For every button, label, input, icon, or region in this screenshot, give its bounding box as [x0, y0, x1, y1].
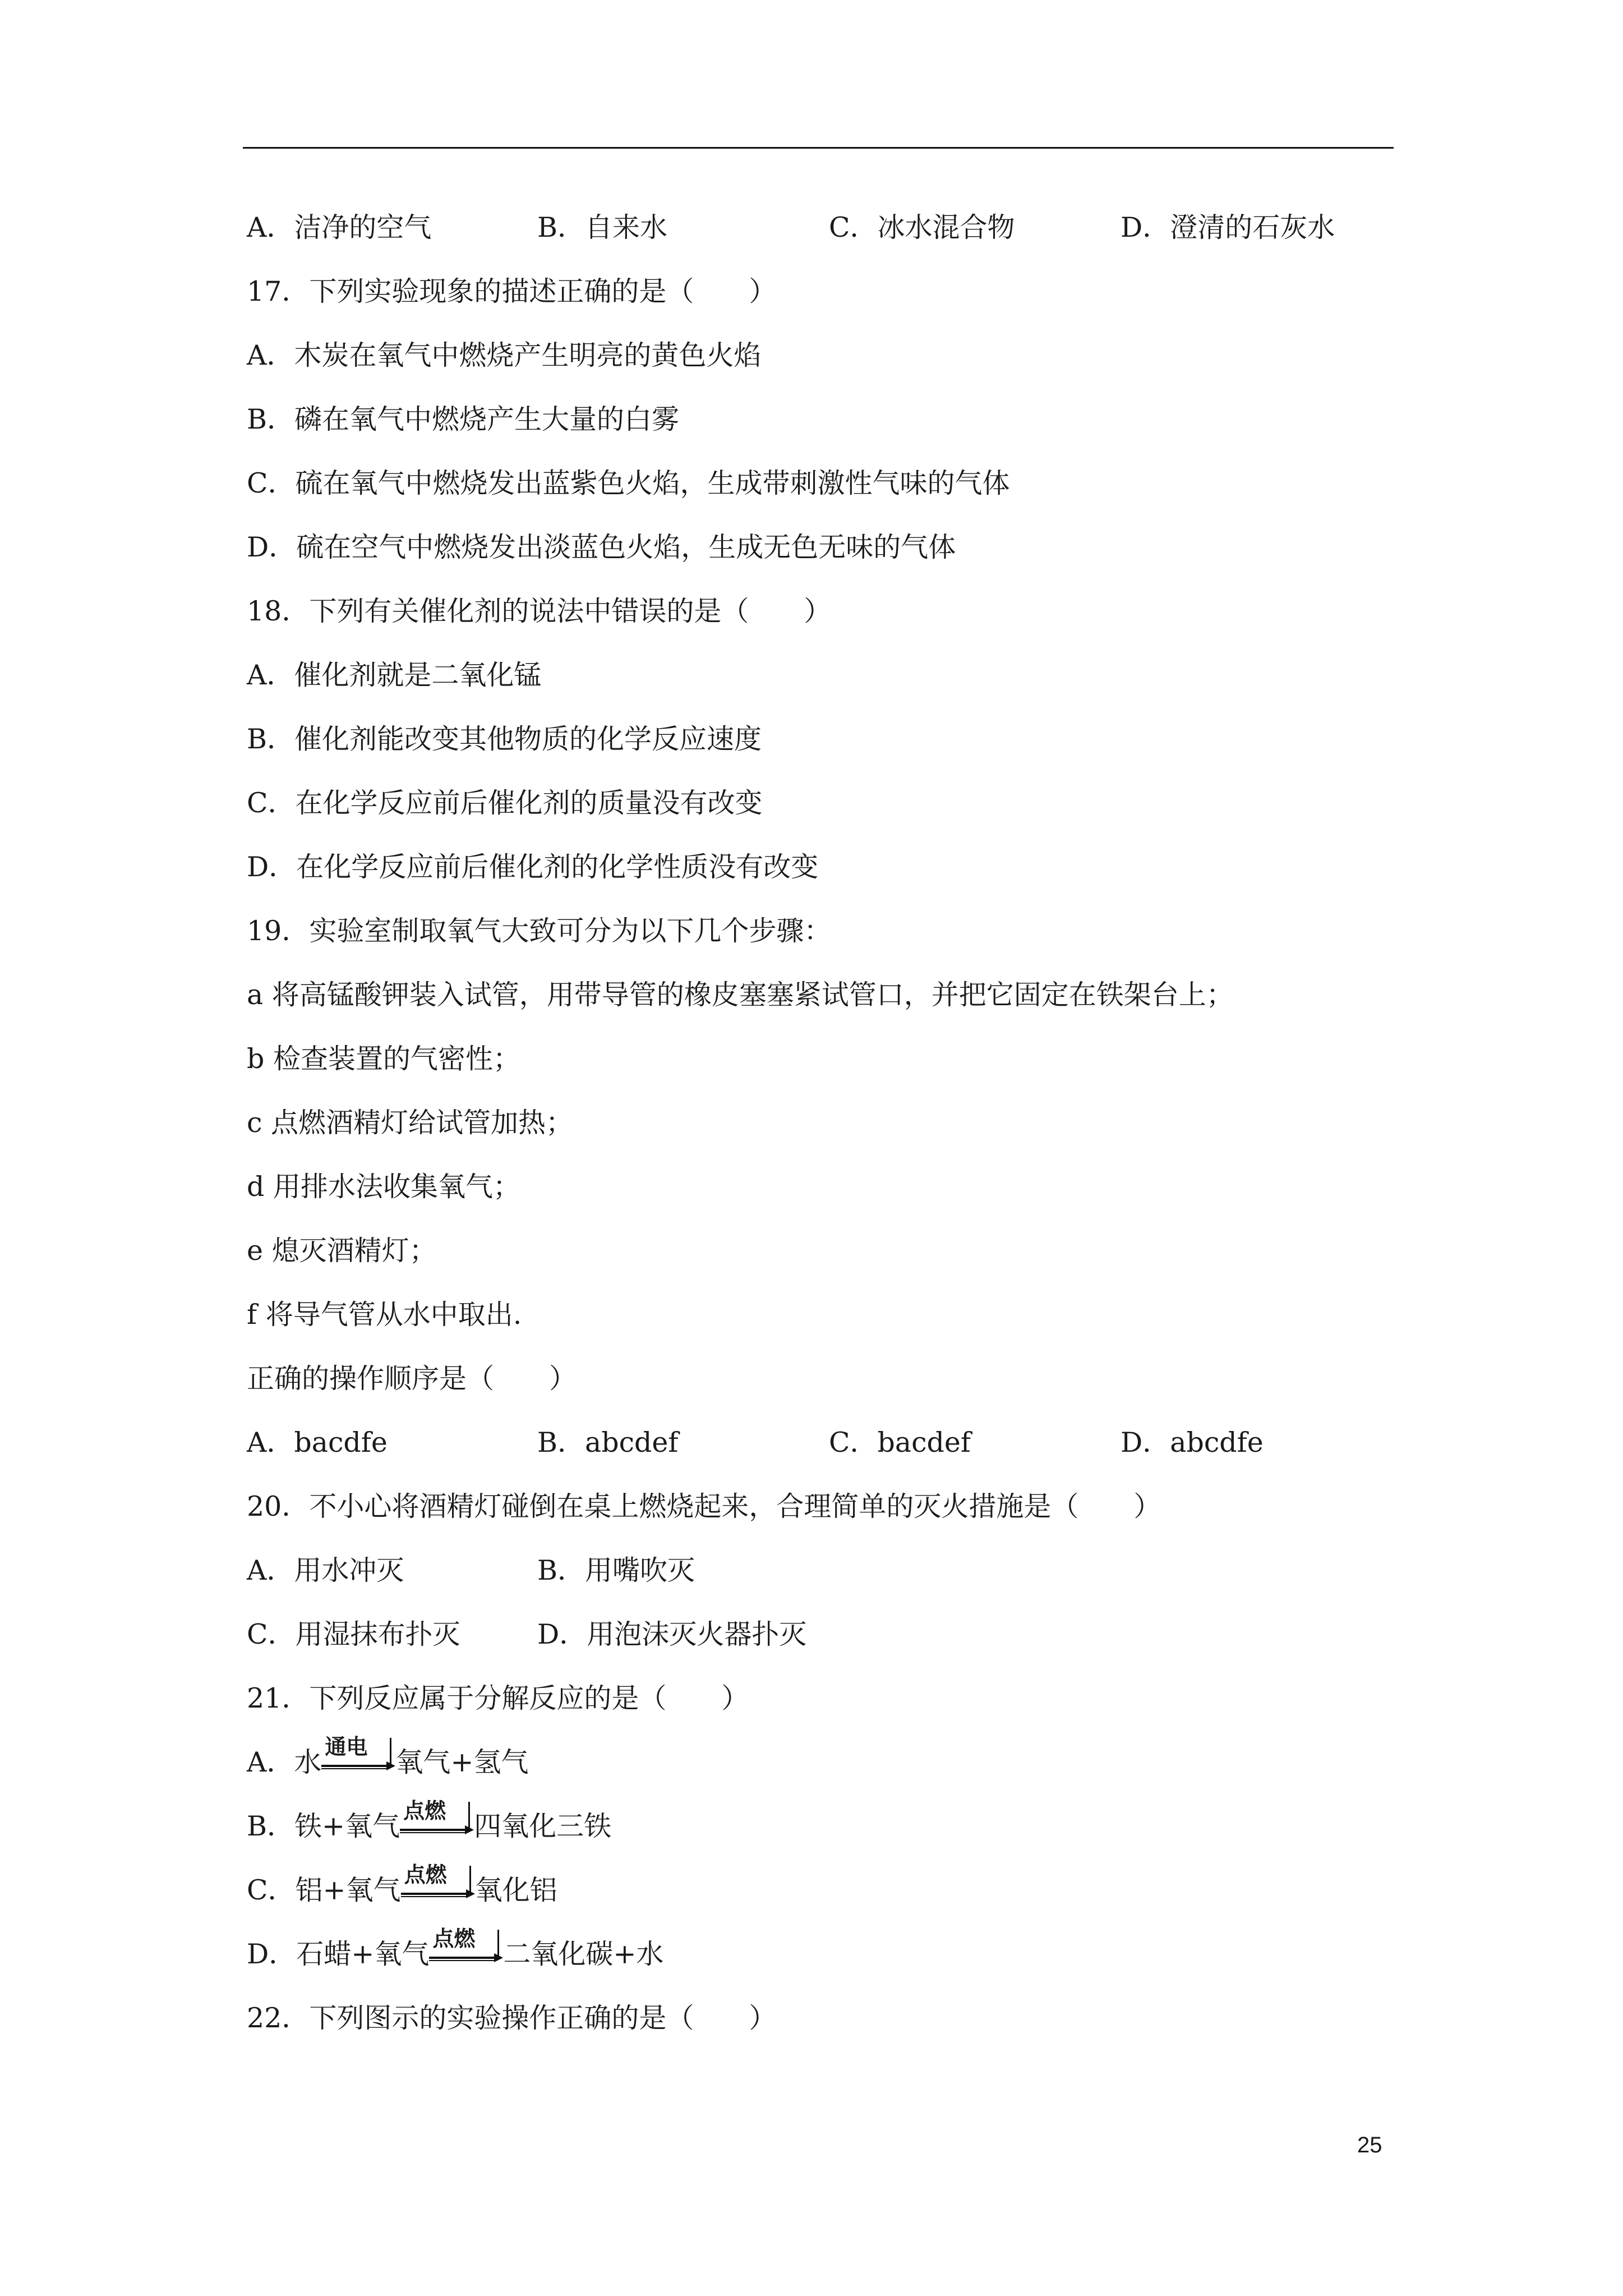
q18-stem: 18．下列有关催化剂的说法中错误的是（ ）	[247, 595, 832, 627]
q19-step-f: f 将导气管从水中取出.	[247, 1299, 522, 1331]
q19-step-b: b 检查装置的气密性；	[247, 1043, 520, 1075]
q21-b-product: 四氧化三铁	[474, 1810, 612, 1842]
q17-option-c[interactable]: C．硫在氧气中燃烧发出蓝紫色火焰，生成带刺激性气味的气体	[247, 467, 1010, 499]
q18-option-d[interactable]: D．在化学反应前后催化剂的化学性质没有改变	[247, 851, 819, 883]
q17-option-b[interactable]: B．磷在氧气中燃烧产生大量的白雾	[247, 403, 680, 435]
q21-a-reactant: 水	[294, 1746, 322, 1778]
q19-option-d[interactable]: D．abcdfe	[1121, 1427, 1264, 1458]
q19-step-d: d 用排水法收集氧气；	[247, 1171, 520, 1203]
reaction-arrow-icon	[429, 1926, 503, 1971]
q17-option-a[interactable]: A．木炭在氧气中燃烧产生明亮的黄色火焰	[247, 339, 762, 371]
q19-step-c: c 点燃酒精灯给试管加热；	[247, 1107, 574, 1139]
q19-step-a: a 将高锰酸钾装入试管，用带导管的橡皮塞塞紧试管口，并把它固定在铁架台上；	[247, 979, 1234, 1011]
q20-option-c[interactable]: C．用湿抹布扑灭	[247, 1618, 460, 1650]
q21-b-condition: 点燃	[403, 1798, 446, 1823]
q16-option-a[interactable]: A．洁净的空气	[247, 211, 432, 243]
q21-c-product: 氧化铝	[474, 1874, 557, 1906]
q19-option-c[interactable]: C．bacdef	[829, 1427, 971, 1458]
q19-question: 正确的操作顺序是（ ）	[247, 1363, 577, 1395]
q22-stem: 22．下列图示的实验操作正确的是（ ）	[247, 2002, 777, 2034]
q21-d-condition: 点燃	[432, 1926, 476, 1951]
q20-option-a[interactable]: A．用水冲灭	[247, 1554, 404, 1586]
q20-option-d[interactable]: D．用泡沫灭火器扑灭	[537, 1618, 807, 1650]
q19-option-b[interactable]: B．abcdef	[537, 1427, 679, 1458]
q17-option-d[interactable]: D．硫在空气中燃烧发出淡蓝色火焰，生成无色无味的气体	[247, 531, 956, 563]
q21-d-prefix: D．	[247, 1938, 297, 1970]
q21-b-prefix: B．	[247, 1810, 295, 1842]
q16-option-c[interactable]: C．冰水混合物	[829, 211, 1015, 243]
q19-stem: 19．实验室制取氧气大致可分为以下几个步骤：	[247, 915, 832, 947]
q21-d-reactant: 石蜡+氧气	[296, 1938, 430, 1970]
q21-option-d[interactable]	[247, 1926, 664, 1971]
q21-a-prefix: A．	[247, 1746, 294, 1778]
q21-b-reactant: 铁+氧气	[294, 1810, 400, 1842]
q21-c-condition: 点燃	[404, 1862, 447, 1887]
q18-option-c[interactable]: C．在化学反应前后催化剂的质量没有改变	[247, 787, 763, 819]
q21-c-prefix: C．	[247, 1874, 296, 1906]
q16-option-b[interactable]: B．自来水	[537, 211, 668, 243]
q21-stem: 21．下列反应属于分解反应的是（ ）	[247, 1682, 749, 1714]
page-number: 25	[1357, 2133, 1382, 2157]
q21-a-product: 氧气+氢气	[395, 1746, 529, 1778]
q20-stem: 20．不小心将酒精灯碰倒在桌上燃烧起来，合理简单的灭火措施是（ ）	[247, 1490, 1161, 1522]
q21-option-b[interactable]	[247, 1798, 612, 1843]
q16-option-d[interactable]: D．澄清的石灰水	[1121, 211, 1335, 243]
q19-step-e: e 熄灭酒精灯；	[247, 1235, 437, 1267]
q21-option-c[interactable]	[247, 1862, 557, 1907]
reaction-arrow-icon	[401, 1862, 475, 1907]
q19-option-a[interactable]: A．bacdfe	[247, 1427, 388, 1458]
reaction-arrow-icon	[400, 1798, 474, 1843]
q21-d-product: 二氧化碳+水	[503, 1938, 664, 1970]
q17-stem: 17．下列实验现象的描述正确的是（ ）	[247, 275, 777, 307]
reaction-arrow-icon	[321, 1734, 395, 1779]
q21-c-reactant: 铝+氧气	[295, 1874, 401, 1906]
q21-a-condition: 通电	[325, 1734, 368, 1759]
q18-option-b[interactable]: B．催化剂能改变其他物质的化学反应速度	[247, 723, 762, 755]
q21-option-a[interactable]	[247, 1734, 529, 1779]
header-rule	[243, 147, 1394, 149]
q18-option-a[interactable]: A．催化剂就是二氧化锰	[247, 659, 542, 691]
q20-option-b[interactable]: B．用嘴吹灭	[537, 1554, 695, 1586]
